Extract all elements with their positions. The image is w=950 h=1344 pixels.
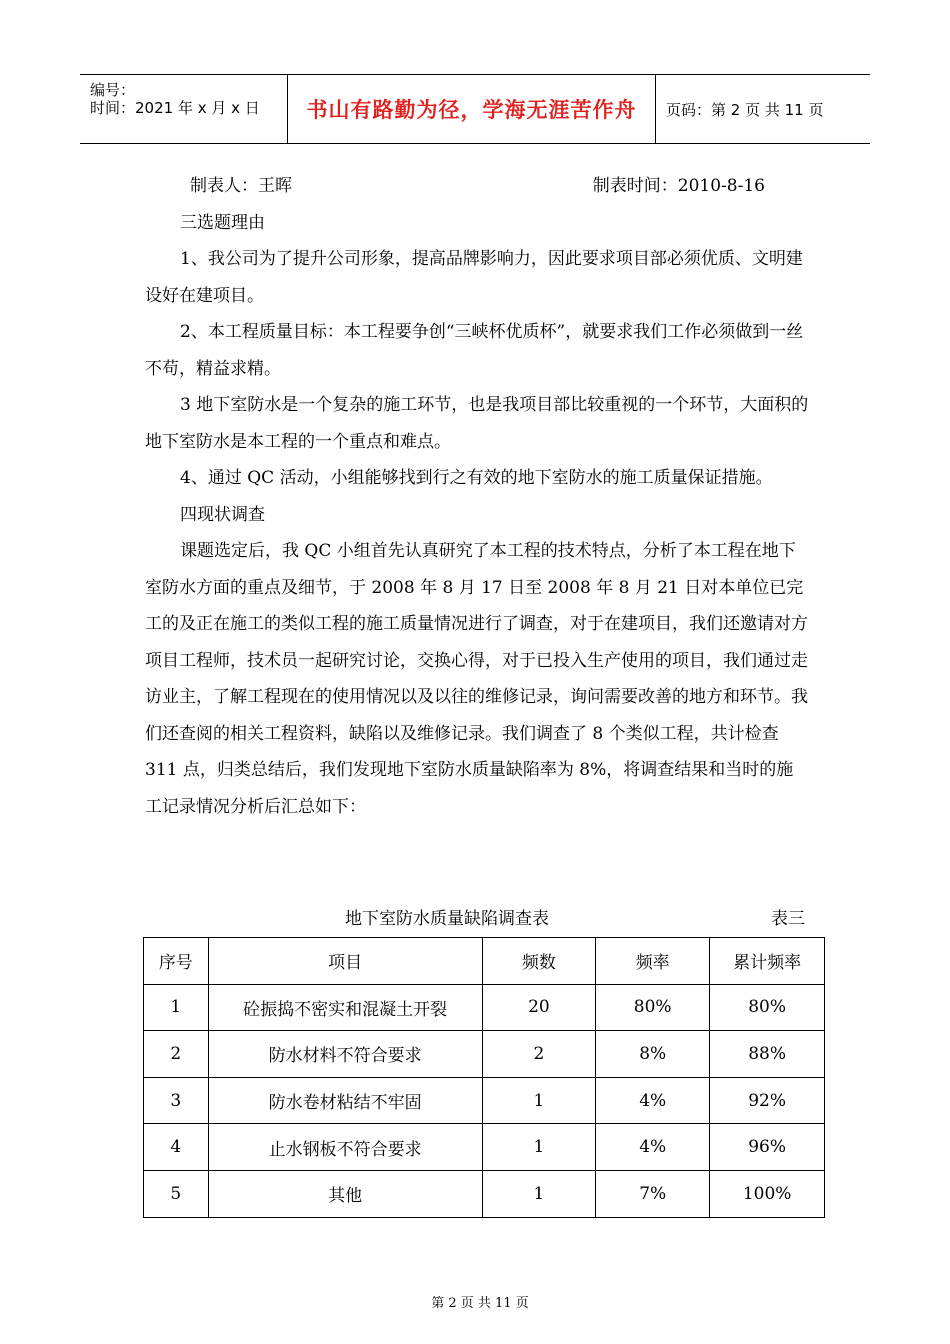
header-cell-index: 序号 [144, 938, 209, 985]
table-cell: 1 [144, 984, 209, 1031]
table-maker: 制表人：王晖 [190, 176, 292, 196]
defect-survey-table [143, 937, 825, 1218]
header-page-label: 页码：第 2 页 共 11 页 [666, 100, 824, 119]
table-row [144, 1170, 825, 1217]
reason-paragraph-3: 3 地下室防水是一个复杂的施工环节，也是我项目部比较重视的一个环节，大面积的地下室防水是本工程的一个重点和难点。 [145, 395, 809, 452]
header-info [80, 75, 288, 143]
number-label: 编号： [90, 81, 136, 99]
table-row [144, 1077, 825, 1124]
header-motto: 书山有路勤为径，学海无涯苦作舟 [288, 75, 656, 143]
table-cell: 88% [710, 1031, 825, 1078]
header-cell-item: 项目 [208, 938, 482, 985]
table-cell: 96% [710, 1124, 825, 1171]
table-make-time: 制表时间：2010-8-16 [592, 176, 765, 196]
table-cell: 止水钢板不符合要求 [208, 1124, 482, 1171]
table-cell: 20 [482, 984, 595, 1031]
meta-row [145, 168, 810, 205]
time-label: 时间：2021 年 x 月 x 日 [90, 99, 260, 117]
table-caption [145, 901, 805, 937]
table-cell: 80% [596, 984, 710, 1031]
header-cell-frequency: 频数 [482, 938, 595, 985]
page-header [80, 74, 870, 144]
reason-paragraph-4: 4、通过 QC 活动，小组能够找到行之有效的地下室防水的施工质量保证措施。 [180, 468, 773, 488]
table-cell: 防水卷材粘结不牢固 [208, 1077, 482, 1124]
table-cell: 1 [482, 1170, 595, 1217]
table-cell: 防水材料不符合要求 [208, 1031, 482, 1078]
table-cell: 80% [710, 984, 825, 1031]
reason-paragraph-1: 1、我公司为了提升公司形象，提高品牌影响力，因此要求项目部必须优质、文明建设好在建项目。 [145, 249, 803, 306]
table-row [144, 984, 825, 1031]
table-cell: 其他 [208, 1170, 482, 1217]
table-label: 表三 [771, 909, 805, 929]
table-cell: 2 [144, 1031, 209, 1078]
table-cell: 1 [482, 1077, 595, 1124]
table-row [144, 1124, 825, 1171]
table-cell: 4% [596, 1077, 710, 1124]
header-cell-cumulative: 累计频率 [710, 938, 825, 985]
header-cell-rate: 频率 [596, 938, 710, 985]
table-cell: 砼振捣不密实和混凝土开裂 [208, 984, 482, 1031]
table-cell: 4 [144, 1124, 209, 1171]
survey-paragraph: 课题选定后，我 QC 小组首先认真研究了本工程的技术特点，分析了本工程在地下室防水方面的重点及细节，于 2008 年 8 月 17 日至 2008 年 8 月 21 日对本单位已完工的及正在施工的类似工程的施工质量情况进行了调查，对于在建项目，我们还邀请对方项目工程师，技术员一起研究讨论，交换心得，对于已投入生产使用的项目，我们通过走访业主，了解工程现在的使用情况以及以往的维修记录，询问需要改善的地方和环节。我们还查阅的相关工程资料，缺陷以及维修记录。我们调查了 8 个类似工程，共计检查 311 点，归类总结后，我们发现地下室防水质量缺陷率为 8%，将调查结果和当时的施工记录情况分析后汇总如下： [145, 541, 808, 817]
table-cell: 3 [144, 1077, 209, 1124]
table-cell: 100% [710, 1170, 825, 1217]
document-body [145, 168, 810, 825]
table-cell: 5 [144, 1170, 209, 1217]
page-footer: 第 2 页 共 11 页 [431, 1296, 529, 1311]
table-header-row [144, 938, 825, 985]
table-cell: 1 [482, 1124, 595, 1171]
survey-heading: 四现状调查 [180, 504, 265, 525]
table-cell: 92% [710, 1077, 825, 1124]
table-cell: 7% [596, 1170, 710, 1217]
table-row [144, 1031, 825, 1078]
table-cell: 2 [482, 1031, 595, 1078]
reason-heading: 三选题理由 [180, 212, 265, 233]
reason-paragraph-2: 2、本工程质量目标：本工程要争创“三峡杯优质杯”，就要求我们工作必须做到一丝不苟，精益求精。 [145, 322, 804, 379]
table-title: 地下室防水质量缺陷调查表 [345, 909, 549, 929]
table-cell: 4% [596, 1124, 710, 1171]
table-cell: 8% [596, 1031, 710, 1078]
